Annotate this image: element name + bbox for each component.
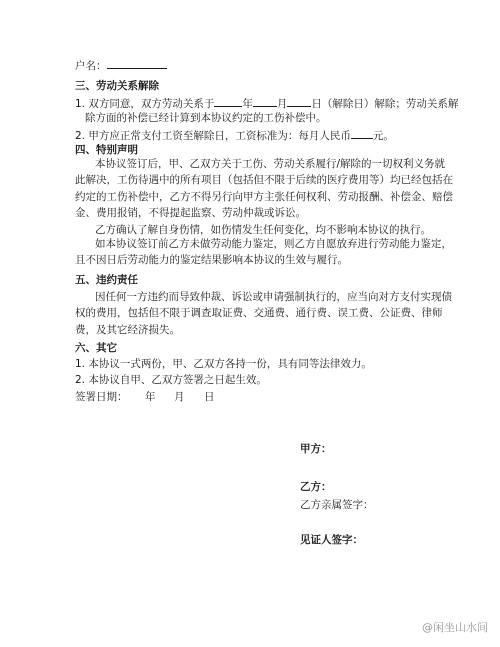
witness-signature-label: 见证人签字：: [300, 534, 363, 546]
account-label: 户名：: [75, 60, 107, 72]
sign-date-year: 年: [145, 391, 156, 403]
party-a-label: 甲方：: [300, 443, 332, 455]
section-5-title: 五、违约责任: [75, 274, 138, 286]
section-3-item-1-line-2: 除方面的补偿已经计算到本协议约定的工伤补偿中。: [85, 112, 327, 124]
sign-date-day: 日: [204, 391, 215, 403]
account-line: [75, 57, 167, 73]
day-blank: [287, 95, 311, 107]
section-4-title: 四、特别声明: [75, 144, 138, 156]
salary-blank: [351, 127, 373, 139]
section-4-para-2: 乙方确认了解自身伤情，如伤情发生任何变化，均不影响本协议的执行。: [95, 224, 431, 236]
year-blank: [214, 95, 242, 107]
watermark: @闲坐山水间: [422, 621, 488, 634]
section-4-para-3: 如本协议签订前乙方未做劳动能力鉴定，则乙方自愿放弃进行劳动能力鉴定， 且不因日后劳动能力的鉴定结果影响本协议的生效与履行。: [75, 238, 452, 267]
month-blank: [253, 95, 277, 107]
party-b-label: 乙方：: [300, 481, 332, 493]
party-b-relative-signature-label: 乙方亲属签字：: [300, 499, 374, 511]
section-3-item-2: 2. 甲方应正常支付工资至解除日，工资标准为：每月人民币 元。: [75, 127, 394, 143]
sign-date-label: 签署日期：: [75, 391, 128, 403]
account-blank: [107, 57, 167, 69]
section-3-item-1-line-1: 1. 双方同意，双方劳动关系于 年 月 日（解除日）解除；劳动关系解: [75, 95, 458, 111]
section-6-title: 六、其它: [75, 342, 117, 354]
section-6-item-2: 2. 本协议自甲、乙双方签署之日起生效。: [75, 374, 267, 386]
sign-date-month: 月: [174, 391, 185, 403]
section-5-para: 因任何一方违约而导致仲裁、诉讼或申请强制执行的，应当向对方支付实现债 权的费用，包括但不限于调查取证费、交通费、通行费、误工费、公证费、律师 费，及其它经济损失。: [75, 291, 452, 336]
section-4-para-1: 本协议签订后，甲、乙双方关于工伤、劳动关系履行/解除的一切权利义务就 此解决，工伤待遇中的所有项目（包括但不限于后续的医疗费用等）均已经包括在 约定的工伤补偿中，乙方不得另行向甲方主张任何权利、劳动报酬、补偿金、赔偿 金、费用报销，不得提起监察、劳动仲裁或诉讼。: [75, 158, 453, 219]
section-3-title: 三、劳动关系解除: [75, 80, 159, 92]
section-6-item-1: 1. 本协议一式两份，甲、乙双方各持一份，具有同等法律效力。: [75, 358, 372, 370]
